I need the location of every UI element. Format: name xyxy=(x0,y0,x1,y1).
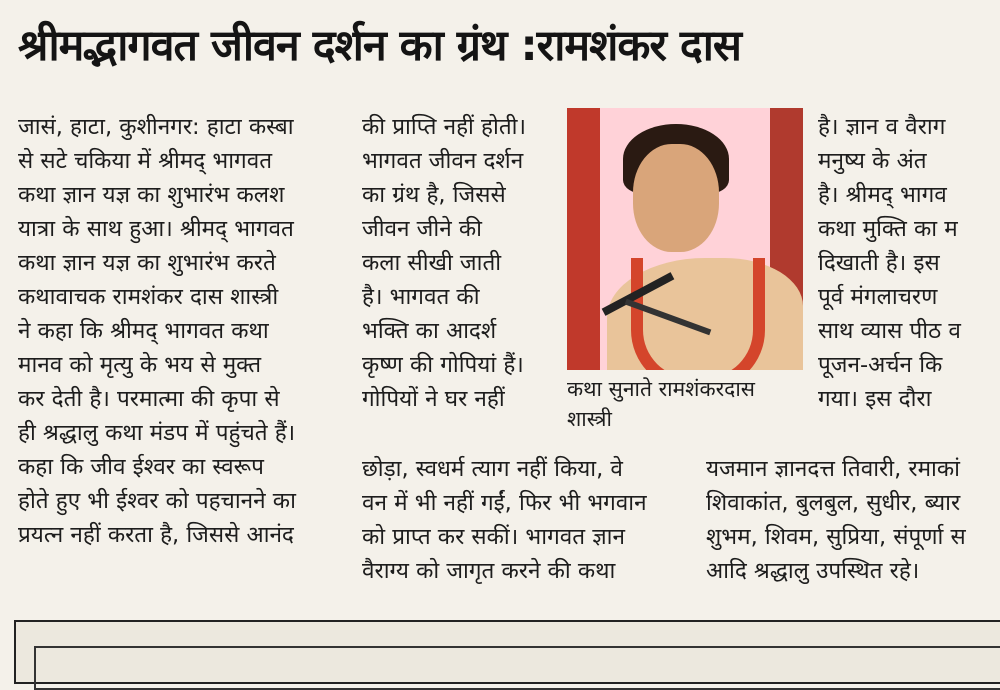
text-line: पूजन-अर्चन कि xyxy=(818,352,943,378)
text-line: कहा कि जीव ईश्वर का स्वरूप xyxy=(18,454,264,480)
text-line: जीवन जीने की xyxy=(362,216,482,242)
text-line: कर देती है। परमात्मा की कृपा से xyxy=(18,386,280,412)
text-line: प्रयत्न नहीं करता है, जिससे आनंद xyxy=(18,522,294,548)
text-line: है। श्रीमद् भागव xyxy=(818,182,947,208)
article-column-3-continued xyxy=(706,452,1000,588)
article-column-1 xyxy=(18,110,336,552)
text-line: यात्रा के साथ हुआ। श्रीमद् भागवत xyxy=(18,216,294,242)
text-line: है। ज्ञान व वैराग xyxy=(818,114,946,140)
caption-line: कथा सुनाते रामशंकरदास xyxy=(567,377,755,401)
text-line: भक्ति का आदर्श xyxy=(362,318,497,344)
text-line: ही श्रद्धालु कथा मंडप में पहुंचते हैं। xyxy=(18,420,296,446)
text-line: शुभम, शिवम, सुप्रिया, संपूर्णा स xyxy=(706,524,966,550)
article-column-2-continued xyxy=(362,452,682,588)
photo-face xyxy=(633,144,719,252)
text-line: मनुष्य के अंत xyxy=(818,148,927,174)
text-line: मानव को मृत्यु के भय से मुक्त xyxy=(18,352,262,378)
text-line: यजमान ज्ञानदत्त तिवारी, रमाकां xyxy=(706,456,960,482)
text-line: गोपियों ने घर नहीं xyxy=(362,386,505,412)
text-line: को प्राप्त कर सकीं। भागवत ज्ञान xyxy=(362,524,625,550)
text-line: जासं, हाटा, कुशीनगर: हाटा कस्बा xyxy=(18,114,294,140)
text-line: पूर्व मंगलाचरण xyxy=(818,284,938,310)
article-column-3 xyxy=(818,110,1000,416)
text-line: ने कहा कि श्रीमद् भागवत कथा xyxy=(18,318,269,344)
text-line: है। भागवत की xyxy=(362,284,480,310)
caption-line: शास्त्री xyxy=(567,407,612,431)
text-line: वन में भी नहीं गईं, फिर भी भगवान xyxy=(362,490,647,516)
text-line: कथा ज्ञान यज्ञ का शुभारंभ करते xyxy=(18,250,276,276)
text-line: भागवत जीवन दर्शन xyxy=(362,148,524,174)
text-line: गया। इस दौरा xyxy=(818,386,932,412)
text-line: वैराग्य को जागृत करने की कथा xyxy=(362,558,616,584)
advertisement-inner-border xyxy=(34,646,1000,690)
text-line: शिवाकांत, बुलबुल, सुधीर, ब्यार xyxy=(706,490,961,516)
text-line: कथावाचक रामशंकर दास शास्त्री xyxy=(18,284,279,310)
photo-caption xyxy=(567,374,807,434)
text-line: कला सीखी जाती xyxy=(362,250,502,276)
text-line: कथा मुक्ति का म xyxy=(818,216,958,242)
text-line: से सटे चकिया में श्रीमद् भागवत xyxy=(18,148,273,174)
text-line: छोड़ा, स्वधर्म त्याग नहीं किया, वे xyxy=(362,456,623,482)
speaker-photo xyxy=(567,108,803,370)
text-line: आदि श्रद्धालु उपस्थित रहे। xyxy=(706,558,920,584)
text-line: साथ व्यास पीठ व xyxy=(818,318,961,344)
text-line: होते हुए भी ईश्वर को पहचानने का xyxy=(18,488,296,514)
text-line: कृष्ण की गोपियां हैं। xyxy=(362,352,524,378)
text-line: दिखाती है। इस xyxy=(818,250,940,276)
headline: श्रीमद्भागवत जीवन दर्शन का ग्रंथ :रामशंकर दास xyxy=(18,21,741,71)
text-line: की प्राप्ति नहीं होती। xyxy=(362,114,526,140)
text-line: कथा ज्ञान यज्ञ का शुभारंभ कलश xyxy=(18,182,285,208)
text-line: का ग्रंथ है, जिससे xyxy=(362,182,506,208)
article-column-2 xyxy=(362,110,562,416)
